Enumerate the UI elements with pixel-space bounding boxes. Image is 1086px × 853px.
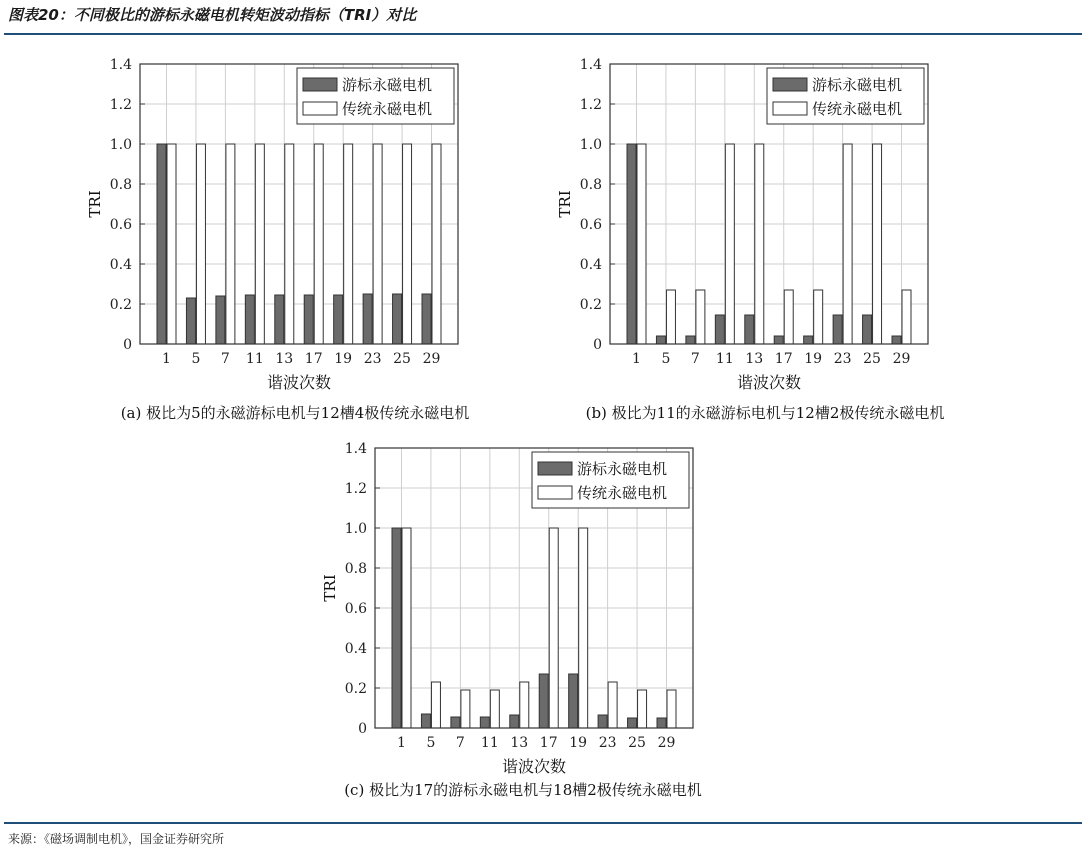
- x-tick-label: 1: [162, 351, 171, 367]
- bar-conventional: [344, 144, 353, 344]
- footer-rule: [4, 822, 1082, 824]
- bar-conventional: [755, 144, 764, 344]
- bar-conventional: [520, 682, 529, 728]
- x-axis-label: 谐波次数: [736, 373, 802, 392]
- bar-vernier: [363, 294, 372, 344]
- bar-conventional: [608, 682, 617, 728]
- bar-vernier: [715, 315, 724, 344]
- legend-swatch-conventional: [773, 102, 807, 115]
- bar-vernier: [275, 295, 284, 344]
- bar-vernier: [245, 295, 254, 344]
- bar-vernier: [892, 336, 901, 344]
- y-tick-label: 0.6: [579, 217, 602, 233]
- y-axis-label: TRI: [86, 190, 104, 218]
- bar-conventional: [843, 144, 852, 344]
- y-tick-label: 0.2: [109, 297, 132, 313]
- bar-conventional: [431, 682, 440, 728]
- x-tick-label: 5: [426, 735, 436, 751]
- y-tick-label: 1.4: [579, 57, 602, 73]
- bar-conventional: [373, 144, 382, 344]
- bar-vernier: [863, 315, 872, 344]
- legend-label: 游标永磁电机: [577, 460, 668, 478]
- bar-conventional: [579, 528, 588, 728]
- legend-label: 传统永磁电机: [577, 484, 668, 502]
- bar-vernier: [804, 336, 813, 344]
- y-tick-label: 0: [593, 337, 602, 353]
- bar-vernier: [304, 295, 313, 344]
- x-tick-label: 25: [628, 735, 646, 751]
- header-rule: [4, 33, 1082, 35]
- bar-conventional: [549, 528, 558, 728]
- chart-a: [80, 50, 480, 405]
- x-tick-label: 23: [598, 735, 617, 751]
- x-tick-label: 13: [275, 351, 294, 367]
- y-tick-label: 1.2: [579, 97, 602, 113]
- bar-conventional: [432, 144, 441, 344]
- bar-conventional: [314, 144, 323, 344]
- bar-conventional: [638, 690, 647, 728]
- y-tick-label: 1.2: [344, 481, 367, 497]
- x-tick-label: 17: [774, 351, 793, 367]
- x-tick-label: 23: [363, 351, 382, 367]
- x-tick-label: 13: [745, 351, 764, 367]
- y-tick-label: 0.6: [109, 217, 132, 233]
- bar-vernier: [393, 294, 402, 344]
- bar-vernier: [480, 717, 489, 728]
- y-tick-label: 1.4: [109, 57, 132, 73]
- legend-swatch-vernier: [538, 462, 572, 475]
- legend-label: 传统永磁电机: [812, 100, 903, 118]
- legend-label: 游标永磁电机: [342, 76, 433, 94]
- bar-vernier: [421, 714, 430, 728]
- legend-swatch-vernier: [773, 78, 807, 91]
- x-tick-label: 5: [191, 351, 201, 367]
- bar-vernier: [628, 718, 637, 728]
- x-axis-label: 谐波次数: [266, 373, 332, 392]
- bar-conventional: [461, 690, 470, 728]
- x-tick-label: 19: [334, 351, 353, 367]
- x-tick-label: 29: [892, 351, 911, 367]
- x-axis-label: 谐波次数: [501, 757, 567, 776]
- bar-conventional: [226, 144, 235, 344]
- legend-swatch-conventional: [303, 102, 337, 115]
- bar-conventional: [403, 144, 412, 344]
- y-axis-label: TRI: [321, 574, 339, 602]
- x-tick-label: 11: [245, 351, 264, 367]
- bar-conventional: [167, 144, 176, 344]
- bar-vernier: [657, 718, 666, 728]
- bar-conventional: [873, 144, 882, 344]
- bar-vernier: [157, 144, 166, 344]
- chart-b: [550, 50, 950, 405]
- y-tick-label: 1.0: [579, 137, 602, 153]
- bar-conventional: [637, 144, 646, 344]
- legend-swatch-vernier: [303, 78, 337, 91]
- legend-swatch-conventional: [538, 486, 572, 499]
- y-tick-label: 0.8: [579, 177, 602, 193]
- bar-vernier: [334, 295, 343, 344]
- y-tick-label: 0.4: [344, 641, 367, 657]
- bar-conventional: [285, 144, 294, 344]
- y-tick-label: 0.2: [344, 681, 367, 697]
- bar-vernier: [216, 296, 225, 344]
- x-tick-label: 7: [690, 351, 700, 367]
- bar-conventional: [255, 144, 264, 344]
- bar-vernier: [598, 715, 607, 728]
- bar-conventional: [696, 290, 705, 344]
- x-tick-label: 13: [510, 735, 529, 751]
- bar-vernier: [422, 294, 431, 344]
- figure-title: 图表20：不同极比的游标永磁电机转矩波动指标（TRI）对比: [8, 6, 417, 24]
- x-tick-label: 29: [422, 351, 441, 367]
- y-tick-label: 0.4: [109, 257, 132, 273]
- x-tick-label: 19: [569, 735, 588, 751]
- bar-conventional: [490, 690, 499, 728]
- x-tick-label: 29: [657, 735, 676, 751]
- x-tick-label: 23: [833, 351, 852, 367]
- bar-conventional: [196, 144, 205, 344]
- chart-c-caption: (c) 极比为17的游标永磁电机与18槽2极传统永磁电机: [344, 781, 702, 799]
- x-tick-label: 11: [715, 351, 734, 367]
- bar-vernier: [745, 315, 754, 344]
- x-tick-label: 25: [393, 351, 411, 367]
- x-tick-label: 7: [455, 735, 465, 751]
- x-tick-label: 1: [632, 351, 641, 367]
- y-tick-label: 0.4: [579, 257, 602, 273]
- bar-conventional: [725, 144, 734, 344]
- x-tick-label: 19: [804, 351, 823, 367]
- x-tick-label: 5: [661, 351, 671, 367]
- bar-vernier: [686, 336, 695, 344]
- legend-label: 传统永磁电机: [342, 100, 433, 118]
- y-tick-label: 0: [358, 721, 367, 737]
- bar-vernier: [510, 715, 519, 728]
- y-tick-label: 1.0: [109, 137, 132, 153]
- y-tick-label: 1.2: [109, 97, 132, 113]
- x-tick-label: 1: [397, 735, 406, 751]
- y-axis-label: TRI: [556, 190, 574, 218]
- x-tick-label: 17: [539, 735, 558, 751]
- y-tick-label: 0.2: [579, 297, 602, 313]
- y-tick-label: 0.6: [344, 601, 367, 617]
- bar-vernier: [833, 315, 842, 344]
- x-tick-label: 7: [220, 351, 230, 367]
- bar-vernier: [569, 674, 578, 728]
- bar-vernier: [656, 336, 665, 344]
- source-note: 来源：《磁场调制电机》，国金证券研究所: [8, 832, 225, 846]
- chart-b-caption: (b) 极比为11的永磁游标电机与12槽2极传统永磁电机: [585, 404, 945, 422]
- x-tick-label: 17: [304, 351, 323, 367]
- bar-vernier: [392, 528, 401, 728]
- bar-conventional: [667, 690, 676, 728]
- bar-vernier: [539, 674, 548, 728]
- y-tick-label: 0.8: [344, 561, 367, 577]
- y-tick-label: 1.0: [344, 521, 367, 537]
- chart-c: [315, 434, 715, 789]
- y-tick-label: 0: [123, 337, 132, 353]
- bar-conventional: [402, 528, 411, 728]
- bar-vernier: [451, 717, 460, 728]
- bar-conventional: [784, 290, 793, 344]
- bar-vernier: [774, 336, 783, 344]
- legend-label: 游标永磁电机: [812, 76, 903, 94]
- x-tick-label: 25: [863, 351, 881, 367]
- x-tick-label: 11: [480, 735, 499, 751]
- bar-conventional: [814, 290, 823, 344]
- y-tick-label: 1.4: [344, 441, 367, 457]
- bar-conventional: [902, 290, 911, 344]
- bar-vernier: [627, 144, 636, 344]
- chart-a-caption: (a) 极比为5的永磁游标电机与12槽4极传统永磁电机: [120, 404, 470, 422]
- y-tick-label: 0.8: [109, 177, 132, 193]
- bar-conventional: [666, 290, 675, 344]
- bar-vernier: [186, 298, 195, 344]
